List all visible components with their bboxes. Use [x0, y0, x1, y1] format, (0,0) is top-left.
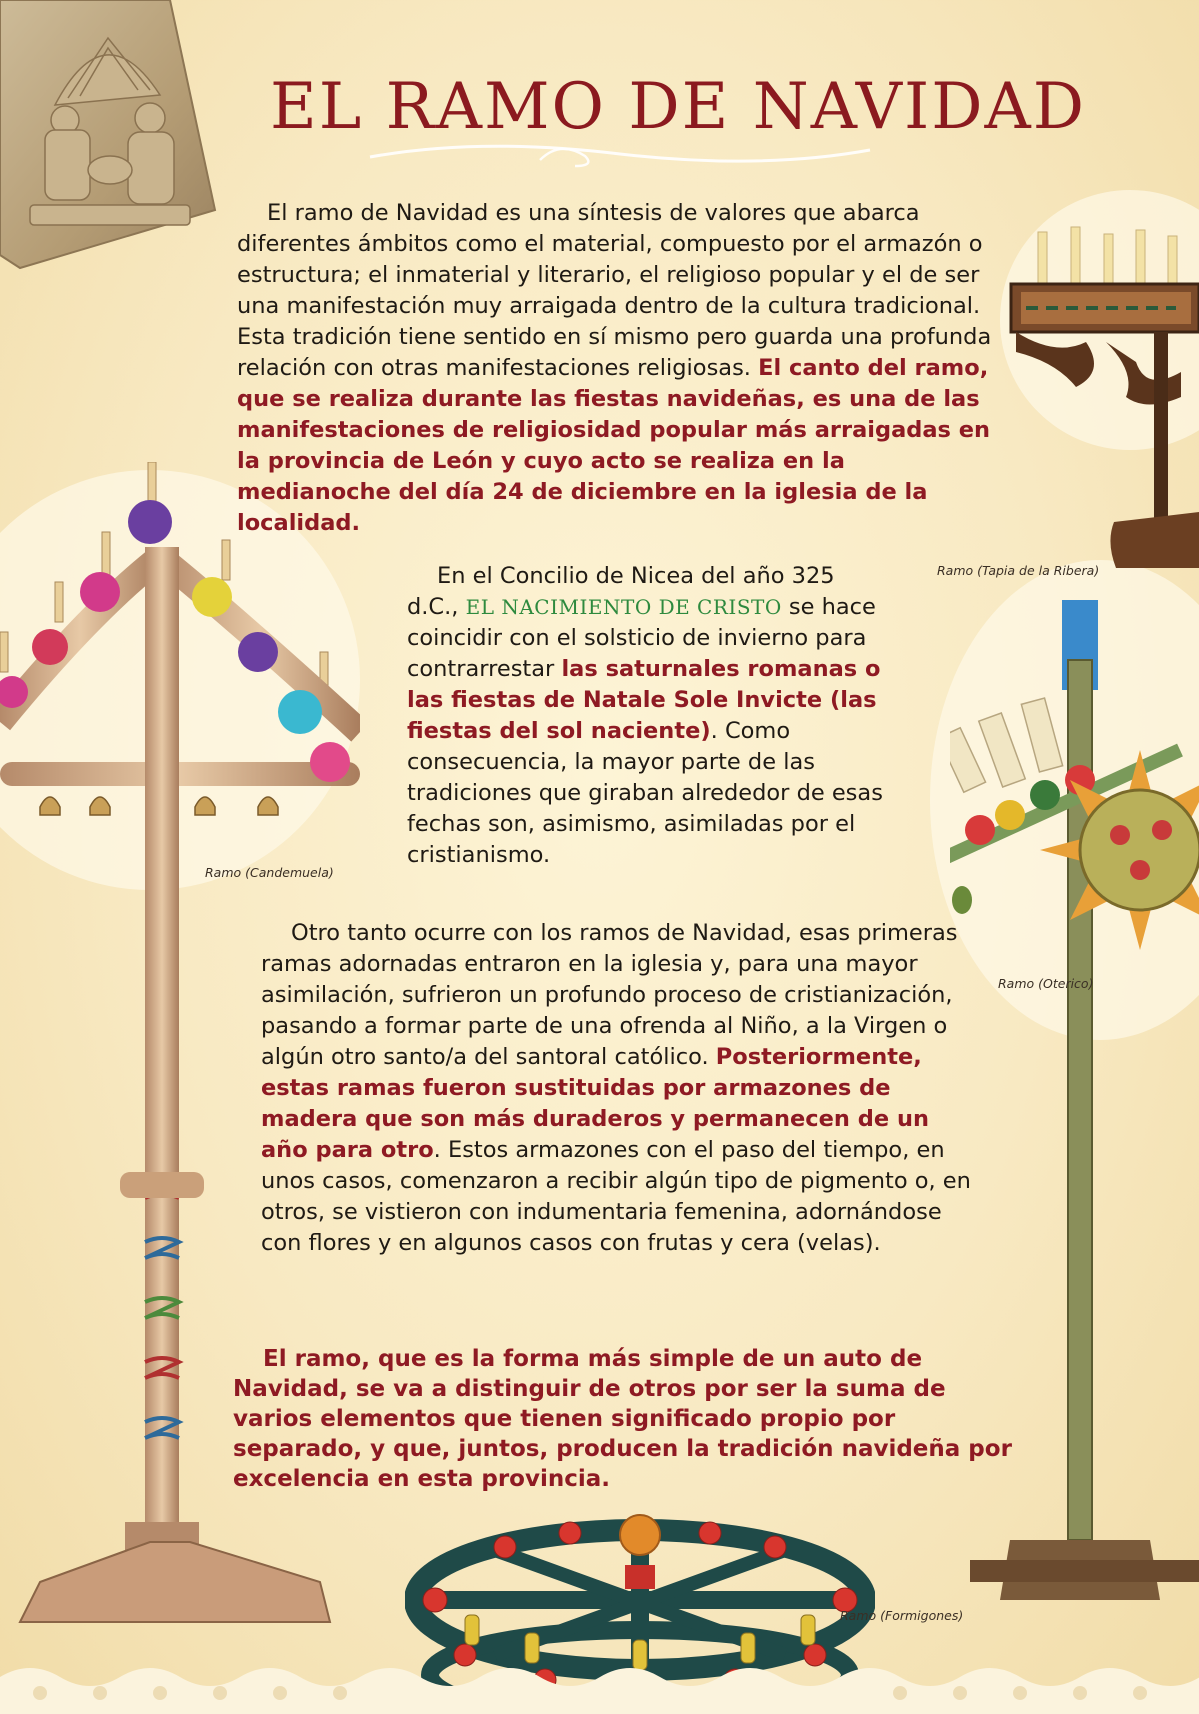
- nicea-text-1: En el Concilio de Nicea del año 325 d.C.,: [407, 563, 835, 620]
- decorative-bottom-border: [0, 1655, 1199, 1714]
- intro-text: El ramo de Navidad es una síntesis de valores que abarca diferentes ámbitos como el material, compuesto por el armazón o estructura; el inmaterial y literario, el religioso popular y el de ser una manifestación muy arraigada dentro de la cultura tradicional. Esta tradición tiene sentido en sí mismo pero guarda una profunda relación con otras manifestaciones religiosas.: [237, 200, 992, 381]
- ramos-paragraph: [261, 918, 971, 1259]
- nicea-highlight: las saturnales romanas o las fiestas de Natale Sole Invicte (las fiestas del sol naciente): [407, 656, 881, 744]
- caption-tapia: Ramo (Tapia de la Ribera): [937, 563, 1100, 578]
- ramos-text-1: Otro tanto ocurre con los ramos de Navidad, esas primeras ramas adornadas entraron en la iglesia y, para una mayor asimilación, sufrieron un profundo proceso de cristianización, pasando a formar parte de una ofrenda al Niño, a la Virgen o algún otro santo/a del santoral católico.: [261, 920, 958, 1070]
- caption-formigones: Ramo (Formigones): [840, 1608, 964, 1623]
- caption-candemuela: Ramo (Candemuela): [205, 865, 334, 880]
- title-flourish: [360, 132, 880, 172]
- closing-paragraph: [233, 1344, 1013, 1494]
- nicea-text-3: . Como consecuencia, la mayor parte de las tradiciones que giraban alrededor de esas fechas son, asimismo, asimiladas por el cristianismo.: [407, 718, 883, 868]
- nicea-green-phrase: EL NACIMIENTO DE CRISTO: [465, 595, 782, 619]
- caption-oterico: Ramo (Oterico): [998, 976, 1094, 991]
- ramos-text-2: . Estos armazones con el paso del tiempo, en unos casos, comenzaron a recibir algún tipo de pigmento o, en otros, se vistieron con indumentaria femenina, adornándose con flores y en algunos casos con frutas y cera (velas).: [261, 1137, 971, 1256]
- nativity-relief-image: [0, 0, 220, 270]
- closing-text: El ramo, que es la forma más simple de un auto de Navidad, se va a distinguir de otros por ser la suma de varios elementos que tienen significado propio por separado, y que, juntos, producen la tradición navideña por excelencia en esta provincia.: [233, 1346, 1012, 1492]
- ramo-tapia-image: [996, 222, 1199, 568]
- intro-highlight: El canto del ramo, que se realiza durante las fiestas navideñas, es una de las manifestaciones de religiosidad popular más arraigadas en la provincia de León y cuyo acto se realiza en la medianoche del día 24 de diciembre en la iglesia de la localidad.: [237, 355, 991, 536]
- ramos-highlight: Posteriormente, estas ramas fueron sustituidas por armazones de madera que son más duraderos y permanecen de un año para otro: [261, 1044, 929, 1163]
- page-title: EL RAMO DE NAVIDAD: [270, 70, 1087, 144]
- nicea-paragraph: [407, 561, 887, 871]
- nicea-text-2: se hace coincidir con el solsticio de invierno para contrarrestar: [407, 594, 876, 682]
